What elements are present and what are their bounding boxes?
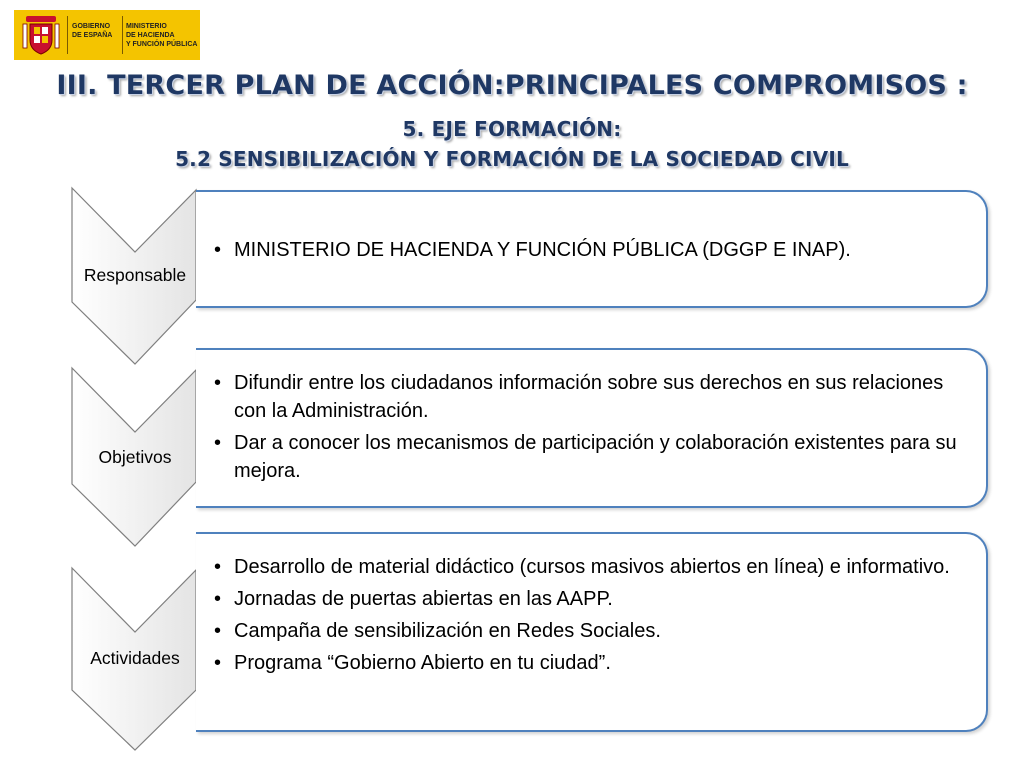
list-item: • Programa “Gobierno Abierto en tu ciudad”. xyxy=(234,649,962,677)
panel-responsable xyxy=(196,190,988,308)
list-item: • Difundir entre los ciudadanos información sobre sus derechos en sus relaciones con la Administración. xyxy=(234,369,962,425)
panel-objetivos xyxy=(196,348,988,508)
chevron-label-responsable: Responsable xyxy=(83,265,187,285)
list-item: • MINISTERIO DE HACIENDA Y FUNCIÓN PÚBLICA (DGGP E INAP). xyxy=(234,236,986,264)
list-item: • Campaña de sensibilización en Redes Sociales. xyxy=(234,617,962,645)
page-title: III. TERCER PLAN DE ACCIÓN:PRINCIPALES COMPROMISOS : xyxy=(56,70,968,101)
logo-text-gobierno: GOBIERNO DE ESPAÑA xyxy=(72,23,113,39)
chevron-label-objetivos: Objetivos xyxy=(98,447,172,467)
page-subtitle: 5. EJE FORMACIÓN: xyxy=(402,117,622,141)
list-item: • Dar a conocer los mecanismos de participación y colaboración existentes para su mejora. xyxy=(234,429,962,485)
panel-actividades xyxy=(196,532,988,732)
logo-text-ministerio: MINISTERIO DE HACIENDA Y FUNCIÓN PÚBLICA xyxy=(126,23,198,48)
chevron-label-actividades: Actividades xyxy=(90,648,180,668)
page-subtitle-section: 5.2 SENSIBILIZACIÓN Y FORMACIÓN DE LA SOCIEDAD CIVIL xyxy=(175,147,849,171)
list-item: • Jornadas de puertas abiertas en las AAPP. xyxy=(234,585,962,613)
list-item: • Desarrollo de material didáctico (cursos masivos abiertos en línea) e informativo. xyxy=(234,553,962,581)
